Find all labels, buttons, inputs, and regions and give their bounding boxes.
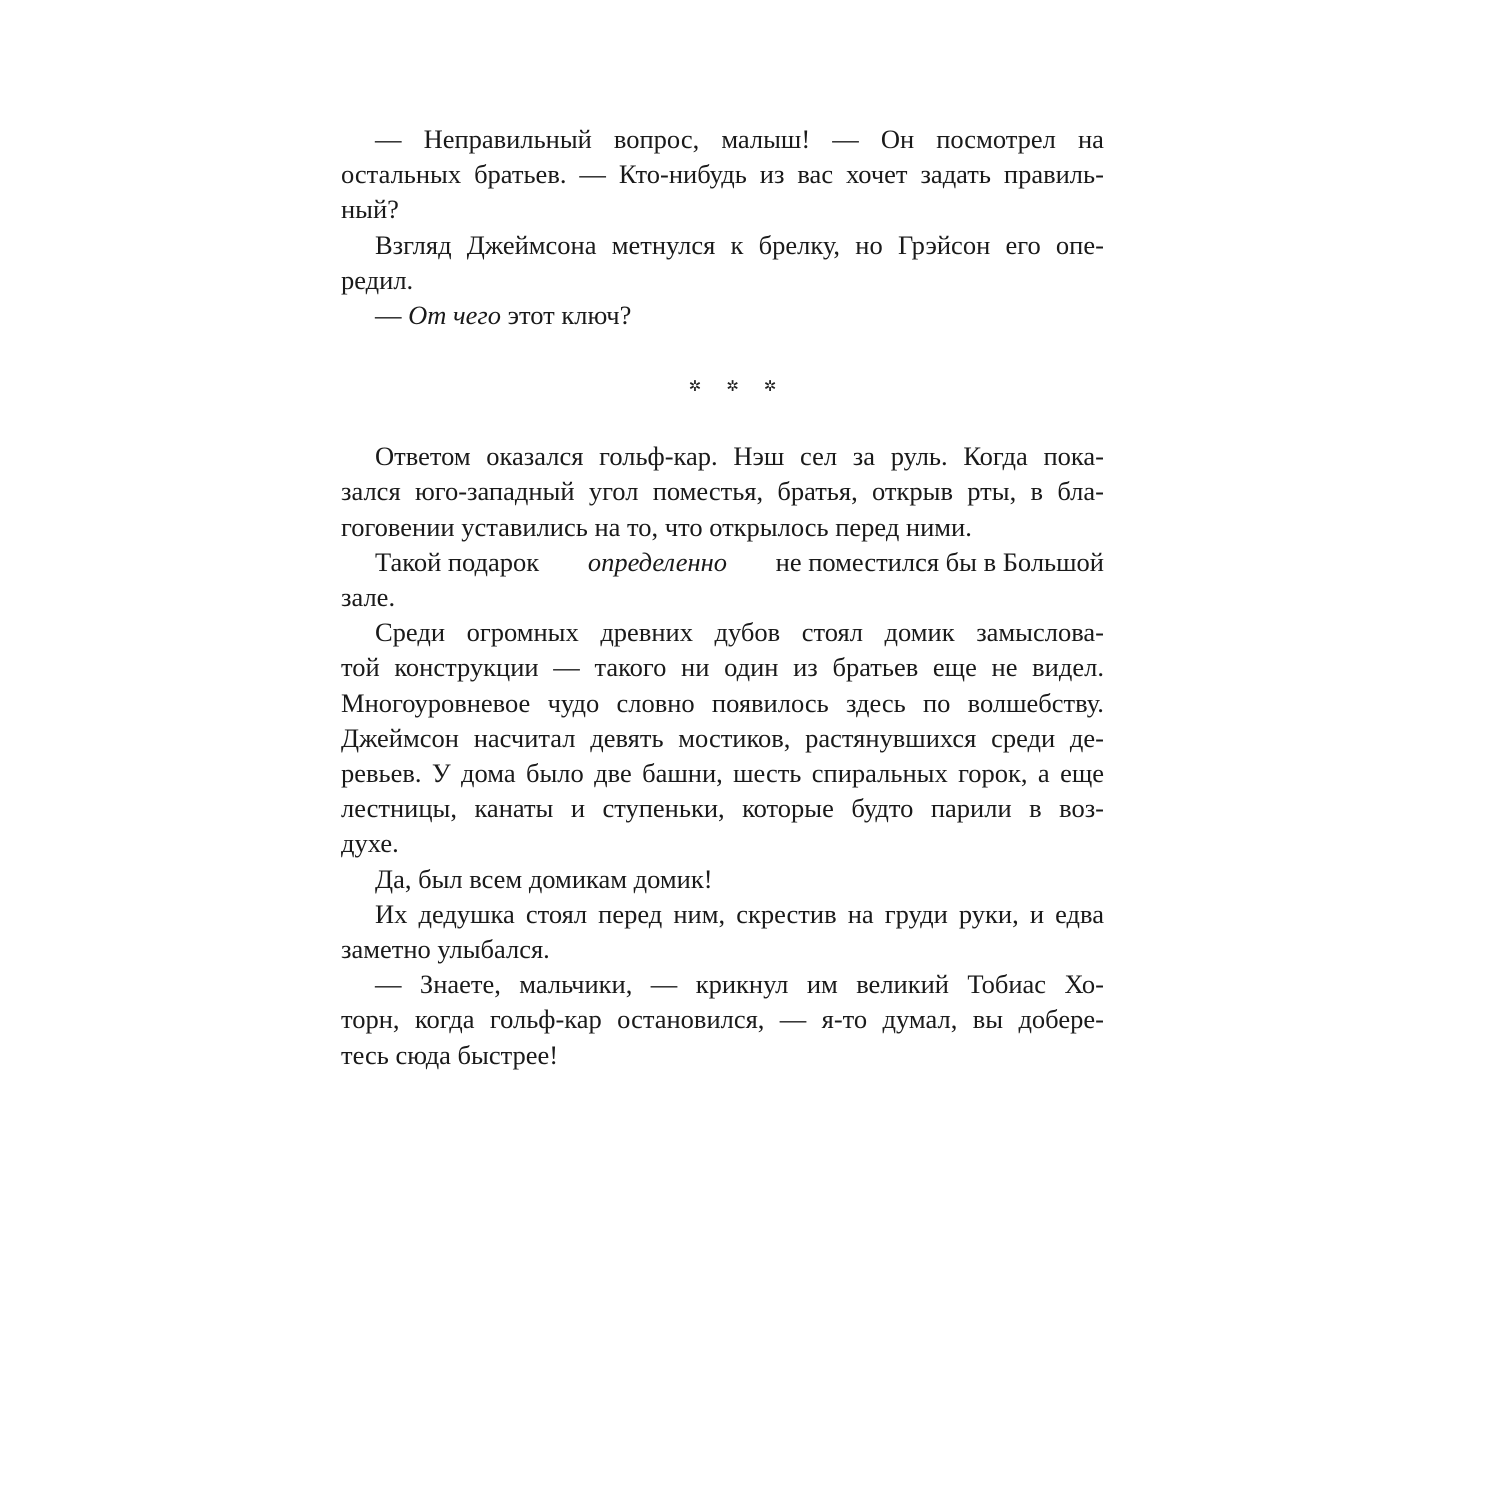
word: юго-западный bbox=[414, 476, 575, 507]
text-line bbox=[341, 791, 1104, 826]
word: мальчики, bbox=[519, 969, 633, 1000]
word: когда bbox=[414, 1004, 475, 1035]
word: Многоуровневое bbox=[341, 687, 531, 718]
paragraph-gift bbox=[341, 545, 1104, 615]
word: здесь bbox=[845, 687, 906, 718]
word: руки, bbox=[958, 898, 1019, 929]
word: я-то bbox=[821, 1004, 868, 1035]
paragraph-exclamation bbox=[341, 862, 1104, 897]
word: пока- bbox=[1043, 441, 1104, 472]
text-line: Да, был всем домикам домик! bbox=[375, 863, 713, 894]
text-line: зале. bbox=[341, 582, 396, 613]
word: гольф-кар. bbox=[599, 441, 718, 472]
word: из bbox=[759, 159, 785, 190]
word: скрестив bbox=[736, 898, 837, 929]
word: которые bbox=[742, 793, 834, 824]
word: волшебству. bbox=[967, 687, 1104, 718]
word: — bbox=[779, 1004, 807, 1035]
word: мостиков, bbox=[678, 722, 791, 753]
word: но bbox=[855, 229, 883, 260]
word: поместья, bbox=[652, 476, 764, 507]
word: добере- bbox=[1018, 1004, 1104, 1035]
word: среди bbox=[991, 722, 1056, 753]
word: задать bbox=[920, 159, 991, 190]
word: а bbox=[1037, 758, 1050, 789]
word: за bbox=[852, 441, 875, 472]
word: Взгляд bbox=[375, 229, 452, 260]
word: вас bbox=[797, 159, 834, 190]
word: Кто-нибудь bbox=[618, 159, 747, 190]
word: Джеймсона bbox=[466, 229, 597, 260]
word: будто bbox=[851, 793, 914, 824]
word: стоял bbox=[525, 898, 588, 929]
paragraph-dialogue-wrong-question bbox=[341, 122, 1104, 228]
word: в bbox=[1029, 793, 1042, 824]
text-line bbox=[341, 897, 1104, 932]
word: той bbox=[341, 652, 380, 683]
word: башни, bbox=[642, 758, 723, 789]
text-line bbox=[341, 228, 1104, 263]
text-line bbox=[341, 967, 1104, 1002]
word: огромных bbox=[466, 617, 579, 648]
word: правиль- bbox=[1003, 159, 1104, 190]
text-suffix: не поместился бы в Большой bbox=[775, 546, 1104, 577]
word: конструкции bbox=[394, 652, 539, 683]
word: было bbox=[526, 758, 584, 789]
paragraph-treehouse bbox=[341, 615, 1104, 861]
word: дубов bbox=[714, 617, 781, 648]
paragraph-tobias-quote bbox=[341, 967, 1104, 1073]
word: дедушка bbox=[418, 898, 515, 929]
word: лестницы, bbox=[341, 793, 457, 824]
word: посмотрел bbox=[936, 124, 1056, 154]
text-line bbox=[341, 545, 1104, 580]
text-line: тесь сюда быстрее! bbox=[341, 1039, 559, 1070]
word: — bbox=[579, 159, 606, 190]
text-line bbox=[341, 157, 1104, 192]
word: его bbox=[1005, 229, 1041, 260]
word: Когда bbox=[963, 441, 1028, 472]
word: на bbox=[1077, 124, 1104, 154]
word: в bbox=[1030, 476, 1044, 507]
word: и bbox=[570, 793, 586, 824]
text-line bbox=[341, 721, 1104, 756]
text-line bbox=[341, 756, 1104, 791]
word: братьев bbox=[832, 652, 919, 683]
word: остановился, bbox=[617, 1004, 765, 1035]
word: появилось bbox=[711, 687, 829, 718]
emphasis-text: определенно bbox=[587, 546, 728, 577]
word: воз- bbox=[1059, 793, 1104, 824]
word: горок, bbox=[958, 758, 1028, 789]
word: Он bbox=[880, 124, 915, 154]
word: Нэш bbox=[733, 441, 785, 472]
word: угол bbox=[588, 476, 639, 507]
word: — bbox=[832, 124, 859, 154]
emphasis-text: От чего bbox=[408, 300, 502, 331]
section-2 bbox=[341, 439, 1104, 1073]
word: У bbox=[431, 758, 451, 789]
word: из bbox=[793, 652, 818, 683]
word: стоял bbox=[801, 617, 863, 648]
word: вопрос, bbox=[613, 124, 700, 154]
word: остальных bbox=[341, 159, 462, 190]
word: хочет bbox=[846, 159, 908, 190]
text-line bbox=[341, 298, 1104, 333]
word: еще bbox=[1060, 758, 1104, 789]
word: на bbox=[847, 898, 874, 929]
text-line bbox=[341, 615, 1104, 650]
word: спиральных bbox=[811, 758, 948, 789]
word: зался bbox=[341, 476, 401, 507]
word: оказался bbox=[486, 441, 584, 472]
word: — bbox=[553, 652, 580, 683]
word: такого bbox=[594, 652, 667, 683]
word: один bbox=[724, 652, 779, 683]
word: и bbox=[1029, 898, 1045, 929]
word: Неправильный bbox=[423, 124, 592, 154]
text-prefix: Такой подарок bbox=[375, 546, 540, 577]
word: растянувшихся bbox=[805, 722, 977, 753]
word: им bbox=[806, 969, 838, 1000]
word: к bbox=[730, 229, 744, 260]
word: Среди bbox=[375, 617, 446, 648]
section-separator bbox=[341, 333, 1104, 439]
word: чудо bbox=[547, 687, 600, 718]
word: древних bbox=[600, 617, 693, 648]
word: перед bbox=[598, 898, 663, 929]
word: Ответом bbox=[375, 441, 471, 472]
section-1 bbox=[341, 122, 1104, 333]
word: бла- bbox=[1057, 476, 1104, 507]
word: ревьев. bbox=[341, 758, 422, 789]
word: брелку, bbox=[758, 229, 841, 260]
word: — bbox=[375, 124, 402, 154]
word: словно bbox=[616, 687, 695, 718]
word: метнулся bbox=[611, 229, 716, 260]
word: ним, bbox=[673, 898, 726, 929]
word: Знаете, bbox=[419, 969, 501, 1000]
word: дома bbox=[461, 758, 516, 789]
text-line: заметно улыбался. bbox=[341, 934, 550, 965]
word: видел. bbox=[1032, 652, 1104, 683]
word: ступеньки, bbox=[602, 793, 725, 824]
text-line: гоговении уставились на то, что открылось перед ними. bbox=[341, 511, 972, 542]
dash-prefix: — bbox=[375, 300, 409, 331]
word: девять bbox=[590, 722, 664, 753]
word: торн, bbox=[341, 1004, 400, 1035]
word: вы bbox=[972, 1004, 1004, 1035]
text-line: духе. bbox=[341, 828, 399, 859]
text-line bbox=[341, 122, 1104, 157]
word: по bbox=[922, 687, 951, 718]
word: открыв bbox=[872, 476, 953, 507]
word: рты, bbox=[967, 476, 1017, 507]
book-page bbox=[341, 122, 1104, 1073]
text-line bbox=[341, 650, 1104, 685]
word: шесть bbox=[733, 758, 802, 789]
word: великий bbox=[856, 969, 949, 1000]
word: канаты bbox=[474, 793, 554, 824]
text-line bbox=[341, 686, 1104, 721]
word: руль. bbox=[890, 441, 948, 472]
word: — bbox=[650, 969, 678, 1000]
text-line bbox=[341, 474, 1104, 509]
text-line bbox=[341, 439, 1104, 474]
word: братья, bbox=[777, 476, 858, 507]
asterisk-icon: ✲ bbox=[726, 376, 739, 395]
word: замыслова- bbox=[976, 617, 1104, 648]
word: братьев. bbox=[474, 159, 567, 190]
word: крикнул bbox=[695, 969, 789, 1000]
word: домик bbox=[884, 617, 955, 648]
word: Грэйсон bbox=[897, 229, 991, 260]
word: парили bbox=[930, 793, 1012, 824]
word: де- bbox=[1069, 722, 1104, 753]
word: опе- bbox=[1055, 229, 1104, 260]
word: Их bbox=[375, 898, 408, 929]
word: сел bbox=[799, 441, 838, 472]
text-line bbox=[341, 1002, 1104, 1037]
word: Хо- bbox=[1064, 969, 1104, 1000]
text-line: редил. bbox=[341, 264, 414, 295]
word: ни bbox=[681, 652, 710, 683]
text-line: ный? bbox=[341, 194, 399, 225]
word: не bbox=[991, 652, 1018, 683]
asterisk-icon: ✲ bbox=[763, 376, 777, 395]
word: думал, bbox=[882, 1004, 958, 1035]
word: едва bbox=[1055, 898, 1104, 929]
word: груди bbox=[884, 898, 948, 929]
word: еще bbox=[932, 652, 977, 683]
paragraph-key-question bbox=[341, 298, 1104, 333]
paragraph-grandfather bbox=[341, 897, 1104, 967]
word: насчитал bbox=[473, 722, 576, 753]
word: малыш! bbox=[721, 124, 811, 154]
paragraph-jameson-glance bbox=[341, 228, 1104, 298]
word: — bbox=[375, 969, 402, 1000]
word: Тобиас bbox=[967, 969, 1047, 1000]
text-suffix: этот ключ? bbox=[501, 300, 632, 331]
paragraph-golf-cart bbox=[341, 439, 1104, 545]
asterisk-icon: ✲ bbox=[688, 376, 702, 395]
word: гольф-кар bbox=[489, 1004, 602, 1035]
word: две bbox=[594, 758, 632, 789]
word: Джеймсон bbox=[341, 722, 459, 753]
